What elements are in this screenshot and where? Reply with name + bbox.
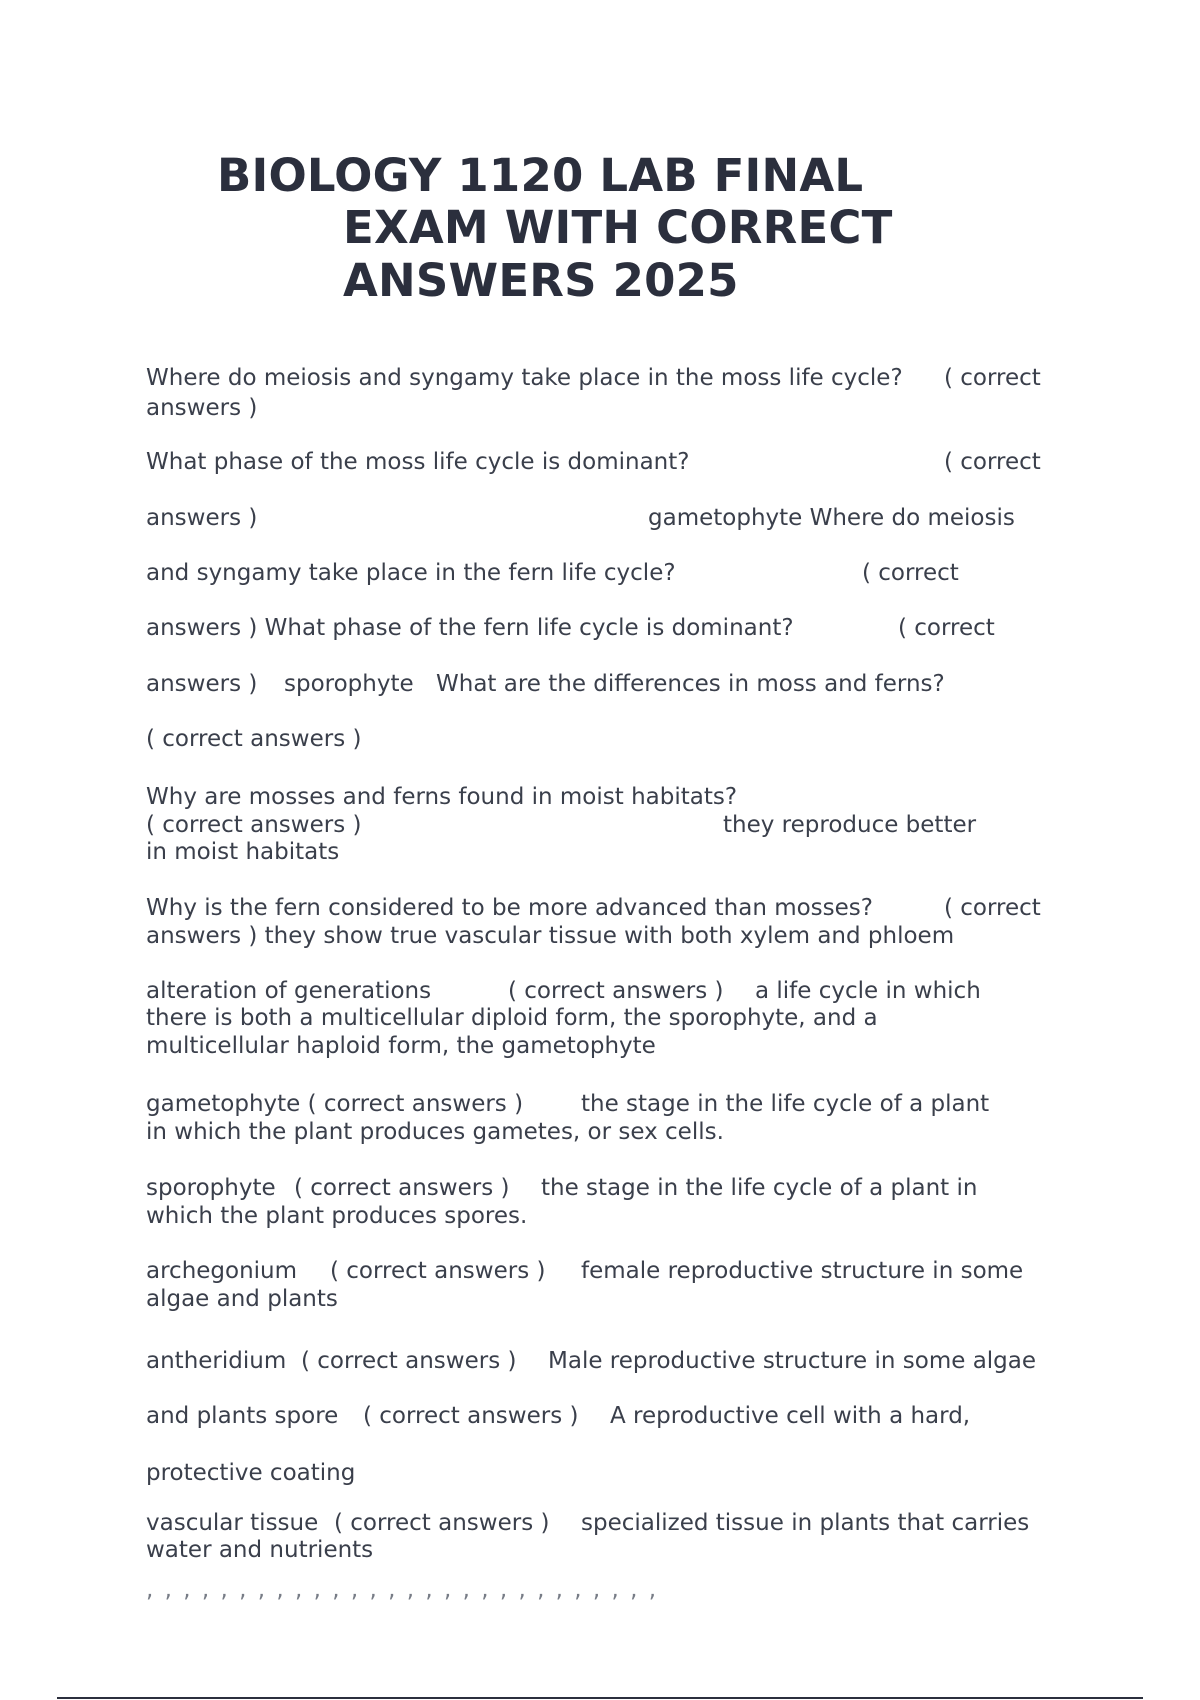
answer-marker: ( correct answers ) xyxy=(334,1510,550,1536)
answer-marker: ( correct answers ) xyxy=(508,978,724,1004)
title-line-2: EXAM WITH CORRECT xyxy=(343,201,893,254)
answer-text: Male reproductive structure in some algae xyxy=(548,1348,1037,1374)
answer-text: in moist habitats xyxy=(146,839,340,865)
question-text: What phase of the moss life cycle is dominant? xyxy=(146,449,690,475)
answer-marker: answers ) xyxy=(146,505,258,531)
cut-off-text-line xyxy=(146,1588,1066,1602)
answer-marker: ( correct answers ) xyxy=(330,1258,546,1284)
answer-marker: ( correct xyxy=(944,895,1041,921)
answer-text: multicellular haploid form, the gametophyte xyxy=(146,1033,656,1059)
answer-text: a life cycle in which xyxy=(755,978,981,1004)
answer-marker: ( correct xyxy=(944,449,1041,475)
answer-marker: ( correct answers ) xyxy=(146,726,362,752)
term-text: sporophyte xyxy=(146,1175,276,1201)
answer-text: they reproduce better xyxy=(723,812,977,838)
question-text: answers ) What phase of the fern life cycle is dominant? xyxy=(146,615,794,641)
title-line-1: BIOLOGY 1120 LAB FINAL xyxy=(217,149,864,202)
answer-text: water and nutrients xyxy=(146,1537,374,1563)
answer-text: the stage in the life cycle of a plant xyxy=(581,1091,990,1117)
answer-text: female reproductive structure in some xyxy=(581,1258,1024,1284)
answer-marker: ( correct xyxy=(862,560,959,586)
answer-marker: ( correct answers ) xyxy=(301,1348,517,1374)
term-text: gametophyte ( correct answers ) xyxy=(146,1091,524,1117)
answer-marker: ( correct answers ) xyxy=(294,1175,510,1201)
answer-text: sporophyte xyxy=(284,671,414,697)
answer-text: algae and plants xyxy=(146,1286,338,1312)
answer-text: the stage in the life cycle of a plant in xyxy=(541,1175,978,1201)
answer-text: answers ) they show true vascular tissue with both xylem and phloem xyxy=(146,923,955,949)
term-text: alteration of generations xyxy=(146,978,432,1004)
answer-text: there is both a multicellular diploid form, the sporophyte, and a xyxy=(146,1005,878,1031)
answer-text: in which the plant produces gametes, or sex cells. xyxy=(146,1119,724,1145)
answer-marker: ( correct xyxy=(898,615,995,641)
question-text: Why is the fern considered to be more advanced than mosses? xyxy=(146,895,873,921)
cut-off-text: , , , , , , , , , , , , , , , , , , , , , , , , , , , , xyxy=(146,1588,659,1602)
footer-rule xyxy=(57,1697,1143,1699)
question-text: What are the differences in moss and ferns? xyxy=(436,671,945,697)
term-text: archegonium xyxy=(146,1258,298,1284)
answer-text: protective coating xyxy=(146,1460,356,1486)
question-text: and syngamy take place in the fern life cycle? xyxy=(146,560,676,586)
answer-marker: answers ) xyxy=(146,671,258,697)
answer-marker: ( correct answers ) xyxy=(146,812,362,838)
answer-text: which the plant produces spores. xyxy=(146,1203,528,1229)
answer-text: A reproductive cell with a hard, xyxy=(610,1403,971,1429)
answer-marker: ( correct xyxy=(944,365,1041,391)
answer-marker: ( correct answers ) xyxy=(363,1403,579,1429)
answer-text: specialized tissue in plants that carries xyxy=(581,1510,1030,1536)
title-line-3: ANSWERS 2025 xyxy=(343,254,739,307)
question-text: Why are mosses and ferns found in moist habitats? xyxy=(146,784,738,810)
term-text: vascular tissue xyxy=(146,1510,319,1536)
answer-marker: answers ) xyxy=(146,395,258,421)
term-text: antheridium xyxy=(146,1348,287,1374)
term-text: and plants spore xyxy=(146,1403,339,1429)
question-text: Where do meiosis and syngamy take place in the moss life cycle? xyxy=(146,365,903,391)
answer-text: gametophyte Where do meiosis xyxy=(648,505,1015,531)
